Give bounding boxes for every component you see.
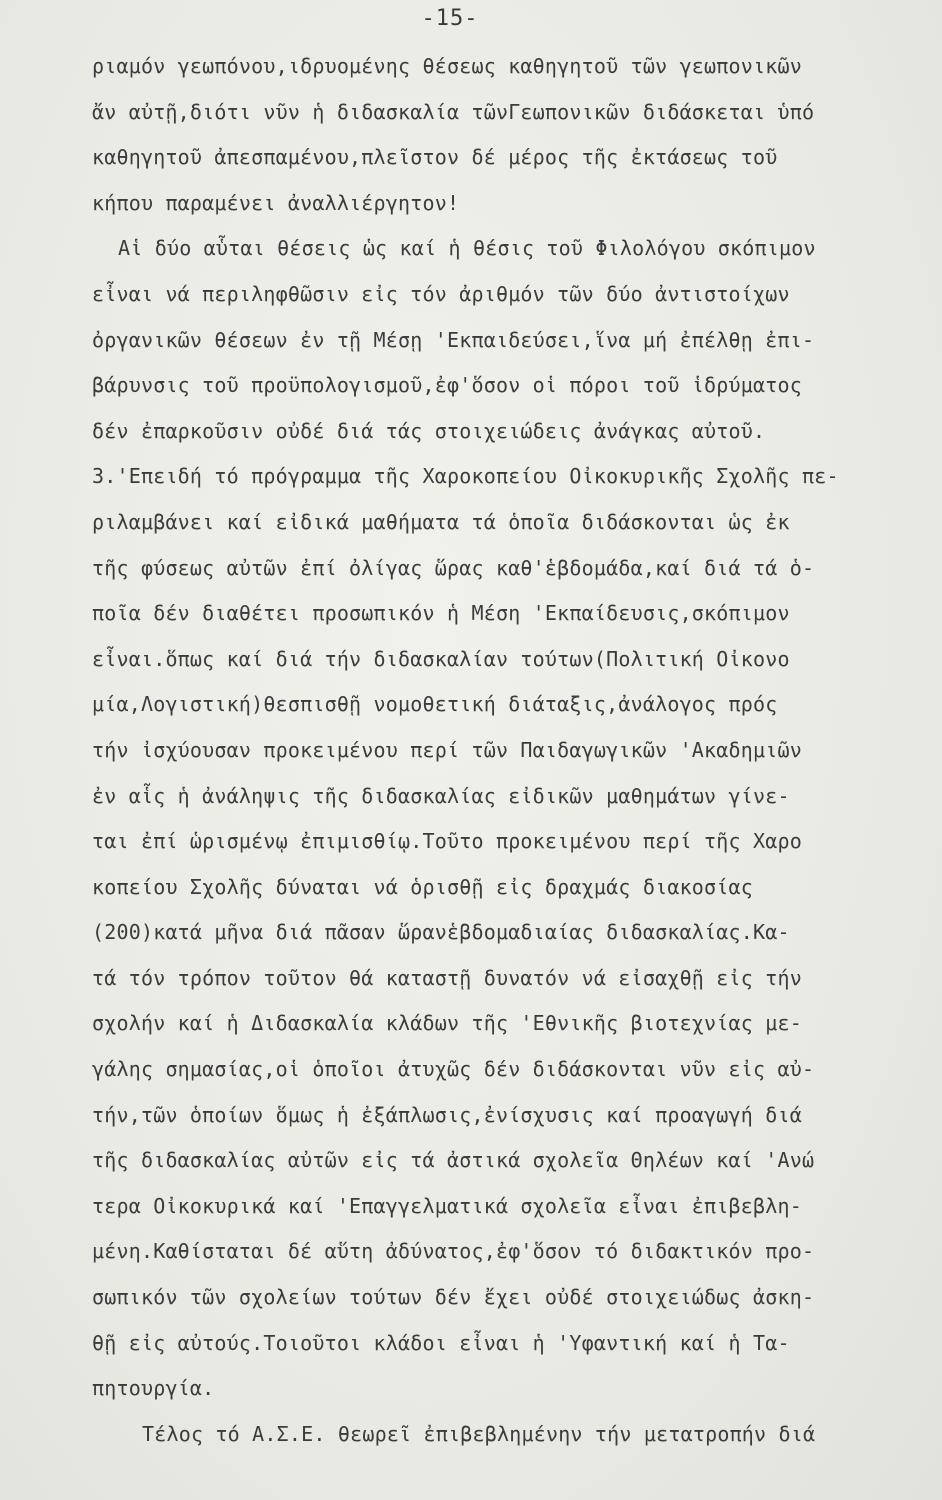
page-number: -15-: [421, 6, 479, 31]
text-line: τήν,τῶν ὁποίων ὅμως ἡ ἐξάπλωσις,ἐνίσχυσις καί προαγωγή διά: [92, 1102, 802, 1127]
text-line: θῇ εἰς αὐτούς.Τοιοῦτοι κλάδοι εἶναι ἡ 'Υφαντική καί ἡ Τα-: [92, 1330, 790, 1355]
text-line: εἶναι.ὅπως καί διά τήν διδασκαλίαν τούτων(Πολιτική Οἰκονο: [92, 646, 790, 671]
text-line: σωπικόν τῶν σχολείων τούτων δέν ἔχει οὐδέ στοιχειώδως ἀσκη-: [92, 1285, 815, 1310]
text-line: ριλαμβάνει καί εἰδικά μαθήματα τά ὁποῖα διδάσκονται ὡς ἐκ: [92, 509, 790, 534]
text-line: (200)κατά μῆνα διά πᾶσαν ὥρανἑβδομαδιαίας διδασκαλίας.Κα-: [92, 920, 790, 945]
text-line: ριαμόν γεωπόνου,ιδρυομένης θέσεως καθηγητοῦ τῶν γεωπονικῶν: [92, 54, 802, 78]
text-line: τερα Οἰκοκυρικά καί 'Επαγγελματικά σχολεῖα εἶναι ἐπιβεβλη-: [92, 1193, 802, 1218]
text-line: ται ἐπί ὡρισμένῳ ἐπιμισθίῳ.Τοῦτο προκειμένου περί τῆς Χαρο: [92, 829, 802, 854]
text-line: μένη.Καθίσταται δέ αὕτη ἀδύνατος,ἐφ'ὅσον τό διδακτικόν προ-: [92, 1239, 815, 1264]
text-line: εἶναι νά περιληφθῶσιν εἰς τόν ἀριθμόν τῶν δύο ἀντιστοίχων: [92, 281, 790, 306]
text-line: βάρυνσις τοῦ προϋπολογισμοῦ,ἐφ'ὅσον οἱ πόροι τοῦ ἱδρύματος: [92, 373, 802, 398]
text-line: σχολήν καί ἡ Διδασκαλία κλάδων τῆς 'Εθνικῆς βιοτεχνίας με-: [92, 1011, 802, 1036]
text-line: ἐν αἷς ἡ ἀνάληψις τῆς διδασκαλίας εἰδικῶν μαθημάτων γίνε-: [92, 783, 790, 808]
text-line: ἄν αὐτῇ,διότι νῦν ἡ διδασκαλία τῶνΓεωπονικῶν διδάσκεται ὑπό: [92, 99, 815, 124]
text-line: κοπείου Σχολῆς δύναται νά ὁρισθῇ εἰς δραχμάς διακοσίας: [92, 874, 754, 899]
text-line: καθηγητοῦ ἀπεσπαμένου,πλεῖστον δέ μέρος τῆς ἐκτάσεως τοῦ: [92, 145, 778, 170]
text-line: μία,Λογιστική)θεσπισθῇ νομοθετική διάταξις,ἀνάλογος πρός: [92, 692, 778, 717]
text-line: πητουργία.: [92, 1376, 215, 1401]
text-line: γάλης σημασίας,οἱ ὁποῖοι ἀτυχῶς δέν διδάσκονται νῦν εἰς αὐ-: [92, 1057, 815, 1082]
text-line: τά τόν τρόπον τοῦτον θά καταστῇ δυνατόν νά εἰσαχθῇ εἰς τήν: [92, 965, 802, 990]
numbered-paragraph-start-line: 3.'Επειδή τό πρόγραμμα τῆς Χαροκοπείου Οἰκοκυρικῆς Σχολῆς πε-: [92, 464, 839, 489]
text-line: τήν ἰσχύουσαν προκειμένου περί τῶν Παιδαγωγικῶν 'Ακαδημιῶν: [92, 737, 802, 762]
document-text: [92, 44, 912, 1457]
text-line: κήπου παραμένει ἀναλλιέργητον!: [92, 190, 460, 215]
text-line: δέν ἐπαρκοῦσιν οὐδέ διά τάς στοιχειώδεις ἀνάγκας αὐτοῦ.: [92, 418, 766, 443]
paragraph-start-line: Τέλος τό Α.Σ.Ε. θεωρεῖ ἐπιβεβλημένην τήν μετατροπήν διά: [142, 1421, 816, 1446]
text-line: ποῖα δέν διαθέτει προσωπικόν ἡ Μέση 'Εκπαίδευσις,σκόπιμον: [92, 601, 790, 626]
text-line: ὀργανικῶν θέσεων ἐν τῇ Μέσῃ 'Εκπαιδεύσει,ἵνα μή ἐπέλθῃ ἐπι-: [92, 327, 815, 352]
text-line: τῆς διδασκαλίας αὐτῶν εἰς τά ἀστικά σχολεῖα Θηλέων καί 'Ανώ: [92, 1148, 815, 1173]
text-line: τῆς φύσεως αὐτῶν ἐπί ὀλίγας ὥρας καθ'ἑβδομάδα,καί διά τά ὁ-: [92, 555, 815, 580]
paragraph-start-line: Αἱ δύο αὗται θέσεις ὡς καί ἡ θέσις τοῦ Φιλολόγου σκόπιμον: [118, 236, 816, 261]
